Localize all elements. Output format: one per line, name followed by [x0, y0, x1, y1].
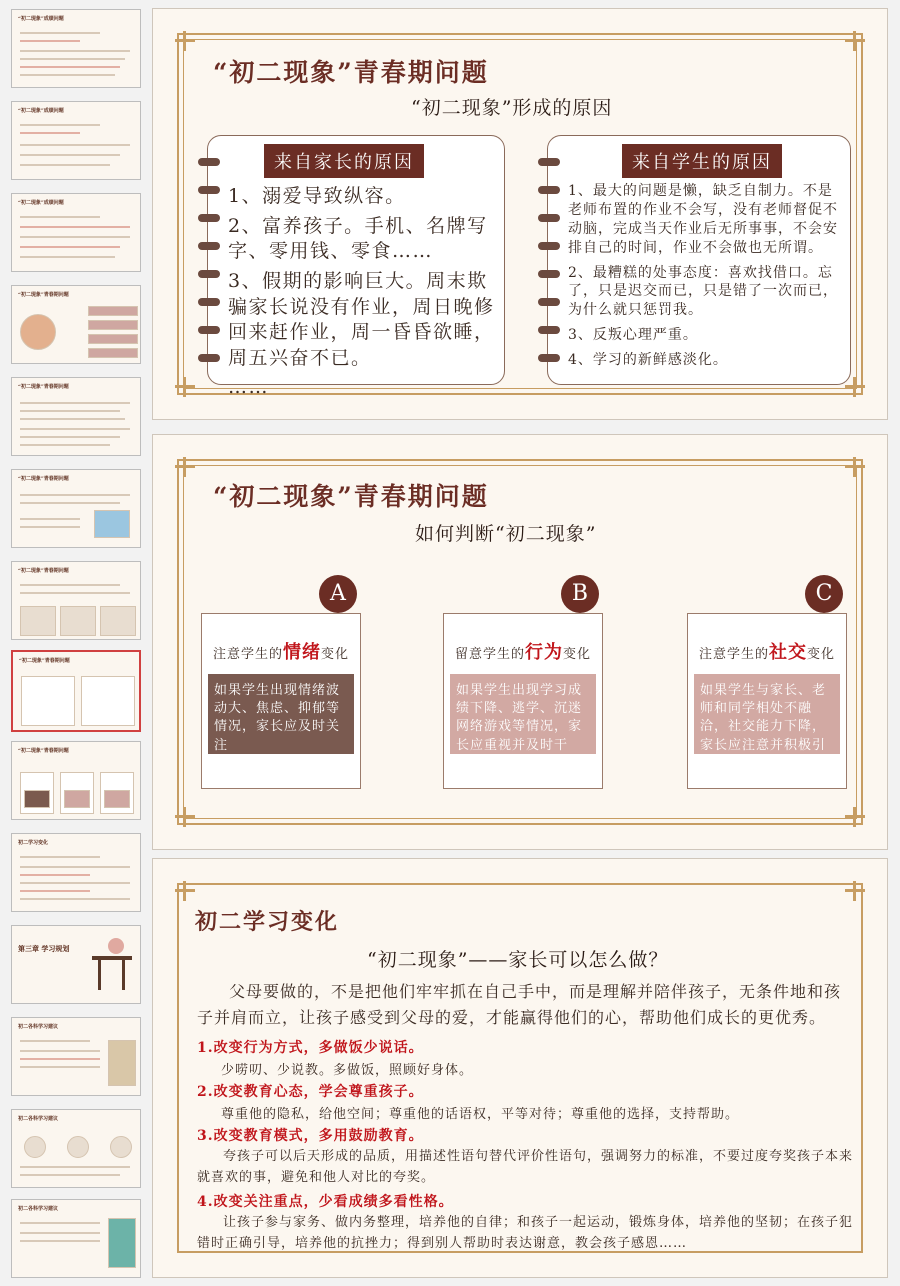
slide-thumbnail-10[interactable] [11, 833, 141, 912]
slide-subtitle: 如何判断“初二现象” [415, 523, 597, 545]
corner-ornament [845, 807, 865, 827]
cause-item: 2、富养孩子。手机、名牌写字、零用钱、零食…… [228, 214, 488, 263]
point-heading: 2.改变教育心态，学会尊重孩子。 [197, 1084, 424, 1100]
thumbnail-title: “初二现象”成绩问题 [18, 200, 64, 206]
slide-thumbnail-9[interactable] [11, 741, 141, 820]
binder-ring [198, 186, 220, 194]
corner-ornament [845, 31, 865, 51]
binder-ring [198, 298, 220, 306]
card-text: 如果学生出现情绪波动大、焦虑、抑郁等情况，家长应及时关注 [208, 674, 354, 754]
heading-prefix: 注意学生的 [212, 647, 283, 662]
badge-c: C [805, 575, 843, 613]
slide-thumbnail-1[interactable] [11, 9, 141, 88]
slide-subtitle: “初二现象”形成的原因 [411, 97, 613, 119]
corner-ornament [845, 881, 865, 901]
binder-ring [198, 326, 220, 334]
slide-title: “初二现象”青春期问题 [213, 482, 489, 511]
thumbnail-title: “初二现象”青春期问题 [18, 568, 69, 574]
cause-item: 2、最糟糕的处事态度：喜欢找借口。忘了，只是迟交而已，只是错了一次而已，为什么就只惩罚我。 [568, 264, 838, 319]
heading-suffix: 变化 [321, 647, 350, 662]
slide-thumbnail-5[interactable] [11, 377, 141, 456]
heading-suffix: 变化 [563, 647, 592, 662]
corner-ornament [175, 881, 195, 901]
slide-causes [152, 8, 888, 420]
slide-thumbnail-4[interactable] [11, 285, 141, 364]
binder-ring [538, 270, 560, 278]
cause-item: 3、假期的影响巨大。周末欺骗家长说没有作业，周日晚修回来赶作业，周一昏昏欲睡，周五兴奋不已。 [228, 269, 495, 369]
cause-item: 4、学习的新鲜感淡化。 [568, 352, 728, 369]
binder-ring [198, 270, 220, 278]
slide-judge [152, 434, 888, 850]
binder-ring [538, 158, 560, 166]
slide-thumbnail-panel [0, 0, 146, 1286]
cause-item: 1、溺爱导致纵容。 [228, 185, 406, 207]
binder-ring [538, 326, 560, 334]
corner-ornament [175, 377, 195, 397]
emotion-change-card [201, 613, 361, 789]
thumbnail-title: “初二现象”成绩问题 [18, 108, 64, 114]
thumbnail-title: “初二现象”青春期问题 [18, 476, 69, 482]
behavior-change-card [443, 613, 603, 789]
slide-thumbnail-3[interactable] [11, 193, 141, 272]
binder-ring [538, 354, 560, 362]
corner-ornament [175, 457, 195, 477]
social-change-card [687, 613, 847, 789]
badge-a: A [319, 575, 357, 613]
slide-title: “初二现象”青春期问题 [213, 58, 489, 87]
point-body: 让孩子参与家务、做内务整理，培养他的自律；和孩子一起运动，锻炼身体，培养他的坚韧；在孩子犯错时正确引导，培养他的抗挫力；得到别人帮助时表达谢意，教会孩子感恩…… [197, 1215, 854, 1251]
card-body [228, 184, 496, 405]
slide-thumbnail-8[interactable] [11, 650, 141, 732]
heading-prefix: 注意学生的 [698, 647, 769, 662]
thumbnail-title: “初二现象”青春期问题 [18, 292, 69, 298]
thumbnail-title: “初二现象”青春期问题 [18, 384, 69, 390]
thumbnail-title: “初二现象”青春期问题 [18, 748, 69, 754]
card-heading [688, 638, 846, 664]
point-heading: 3.改变教育模式，多用鼓励教育。 [197, 1128, 424, 1144]
point-body: 尊重他的隐私，给他空间；尊重他的话语权，平等对待；尊重他的选择，支持帮助。 [221, 1107, 740, 1122]
slide-thumbnail-13[interactable] [11, 1109, 141, 1188]
corner-ornament [845, 377, 865, 397]
thumbnail-title: “初二现象”青春期问题 [19, 658, 70, 664]
thumbnail-title: “初二现象”成绩问题 [18, 16, 64, 22]
slide-what-parents-can-do [152, 858, 888, 1278]
student-causes-card [547, 135, 851, 385]
slide-thumbnail-12[interactable] [11, 1017, 141, 1096]
thumbnail-title: 第三章 学习规划 [18, 944, 70, 953]
binder-ring [198, 354, 220, 362]
thumbnail-title: 初二各科学习建议 [18, 1024, 59, 1030]
slide-subtitle: “初二现象”——家长可以怎么做？ [367, 949, 669, 971]
binder-ring [198, 242, 220, 250]
point-body: 夸孩子可以后天形成的品质，用描述性语句替代评价性语句，强调努力的标准，不要过度夸奖孩子本来就喜欢的事，避免和他人对比的夸奖。 [197, 1149, 854, 1185]
slide-title: 初二学习变化 [195, 909, 340, 935]
slide-thumbnail-7[interactable] [11, 561, 141, 640]
cause-item: 3、反叛心理严重。 [568, 327, 698, 344]
cause-item: 1、最大的问题是懒，缺乏自制力。不是老师布置的作业不会写，没有老师督促不动脑，完成当天作业后无所事事，不会安排自己的时间，作业不会做也无所谓。 [568, 183, 838, 256]
binder-ring [538, 186, 560, 194]
slide-thumbnail-11[interactable] [11, 925, 141, 1004]
parent-causes-card [207, 135, 505, 399]
heading-highlight: 行为 [525, 642, 563, 663]
binder-ring [198, 214, 220, 222]
binder-ring [538, 242, 560, 250]
slide-thumbnail-14[interactable] [11, 1199, 141, 1278]
card-text: 如果学生出现学习成绩下降、逃学、沉迷网络游戏等情况，家长应重视并及时干预。 [450, 674, 596, 754]
point-body: 少唠叨、少说教。多做饭，照顾好身体。 [221, 1063, 474, 1078]
corner-ornament [175, 807, 195, 827]
heading-prefix: 留意学生的 [454, 647, 525, 662]
slide-thumbnail-2[interactable] [11, 101, 141, 180]
thumbnail-title: 初二学习变化 [18, 840, 49, 846]
binder-ring [538, 214, 560, 222]
intro-paragraph: 父母要做的，不是把他们牢牢抓在自己手中，而是理解并陪伴孩子，无条件地和孩子并肩而立，让孩子感受到父母的爱，才能赢得他们的心，帮助他们成长的更优秀。 [197, 982, 842, 1028]
heading-highlight: 情绪 [283, 642, 321, 663]
card-heading: 来自学生的原因 [622, 144, 782, 178]
thumbnail-title: 初二各科学习建议 [18, 1116, 59, 1122]
slide-thumbnail-6[interactable] [11, 469, 141, 548]
point-heading: 1.改变行为方式，多做饭少说话。 [197, 1040, 424, 1056]
binder-ring [198, 158, 220, 166]
thumbnail-title: 初二各科学习建议 [18, 1206, 59, 1212]
card-heading: 来自家长的原因 [264, 144, 424, 178]
corner-ornament [845, 457, 865, 477]
corner-ornament [175, 31, 195, 51]
card-heading [202, 638, 360, 664]
card-body [568, 182, 842, 376]
binder-ring [538, 298, 560, 306]
cause-item: …… [228, 376, 269, 399]
card-text: 如果学生与家长、老师和同学相处不融洽，社交能力下降，家长应注意并积极引导。 [694, 674, 840, 754]
card-heading [444, 638, 602, 664]
badge-b: B [561, 575, 599, 613]
point-heading: 4.改变关注重点，少看成绩多看性格。 [197, 1194, 454, 1210]
heading-suffix: 变化 [807, 647, 836, 662]
heading-highlight: 社交 [769, 642, 807, 663]
